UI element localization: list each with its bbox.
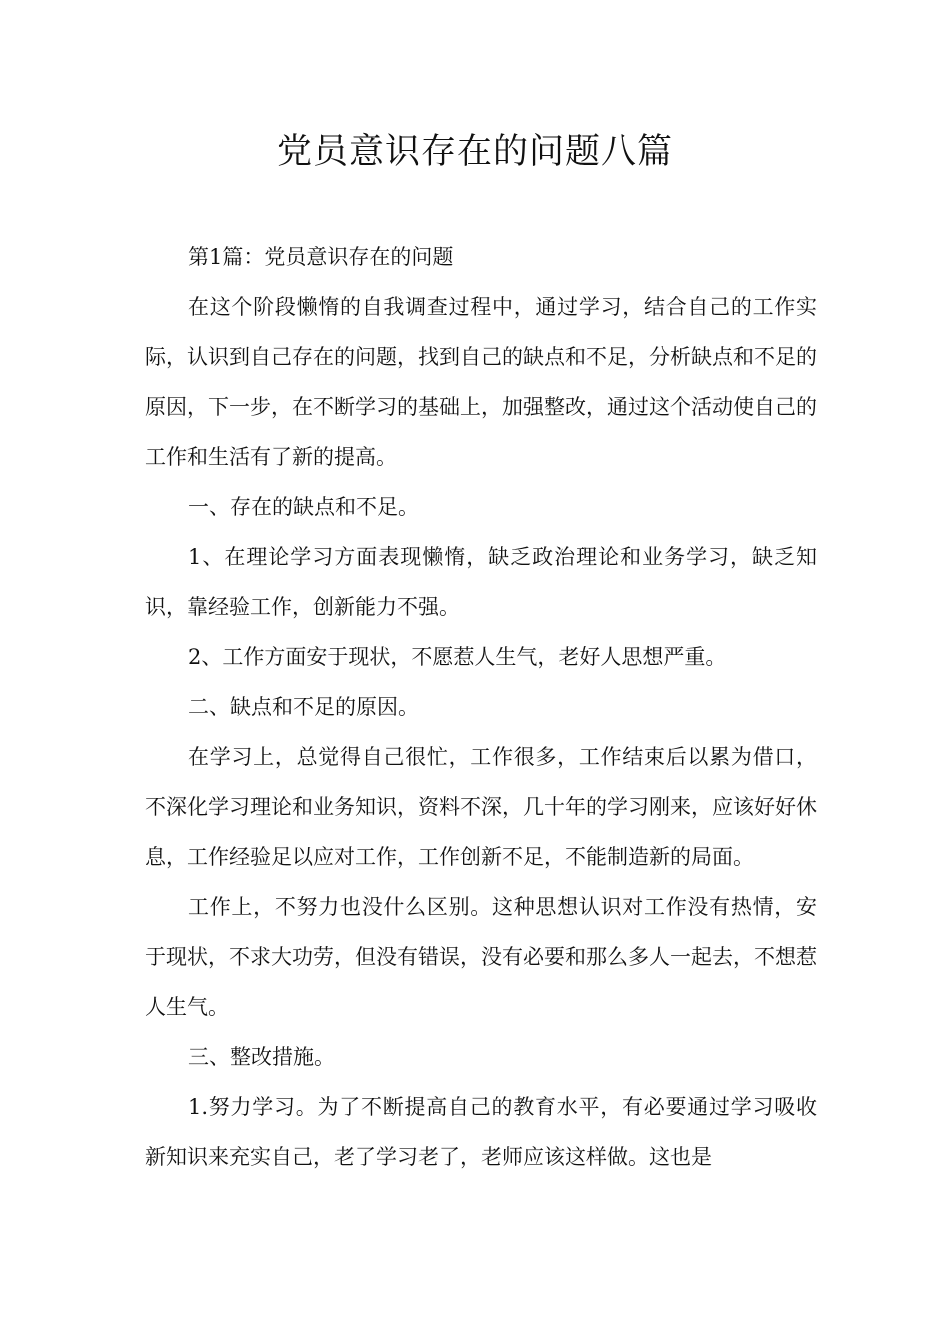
paragraph-shortcoming-2: 2、工作方面安于现状，不愿惹人生气，老好人思想严重。 — [188, 645, 727, 669]
paragraph-intro: 在这个阶段懒惰的自我调查过程中，通过学习，结合自己的工作实际，认识到自己存在的问题，找到自己的缺点和不足，分析缺点和不足的原因，下一步，在不断学习的基础上，加强整改，通过这个活动使自己的工作和生活有了新的提高。 — [145, 295, 817, 469]
paragraph-heading-shortcomings: 一、存在的缺点和不足。 — [188, 495, 419, 519]
paragraph-heading-measures: 三、整改措施。 — [188, 1045, 335, 1069]
paragraph-measure-1: 1.努力学习。为了不断提高自己的教育水平，有必要通过学习吸收新知识来充实自己，老了学习老了，老师应该这样做。这也是 — [145, 1095, 817, 1169]
paragraph-heading-causes: 二、缺点和不足的原因。 — [188, 695, 419, 719]
paragraph-cause-study: 在学习上，总觉得自己很忙，工作很多，工作结束后以累为借口，不深化学习理论和业务知识，资料不深，几十年的学习刚来，应该好好休息，工作经验足以应对工作，工作创新不足，不能制造新的局面。 — [145, 745, 817, 869]
document-title: 党员意识存在的问题八篇 — [276, 132, 673, 172]
document-body — [145, 232, 817, 1182]
paragraph-section-heading: 第1篇：党员意识存在的问题 — [188, 245, 454, 269]
paragraph-cause-work: 工作上，不努力也没什么区别。这种思想认识对工作没有热情，安于现状，不求大功劳，但没有错误，没有必要和那么多人一起去，不想惹人生气。 — [145, 895, 817, 1019]
paragraph-shortcoming-1: 1、在理论学习方面表现懒惰，缺乏政治理论和业务学习，缺乏知识，靠经验工作，创新能力不强。 — [145, 545, 817, 619]
